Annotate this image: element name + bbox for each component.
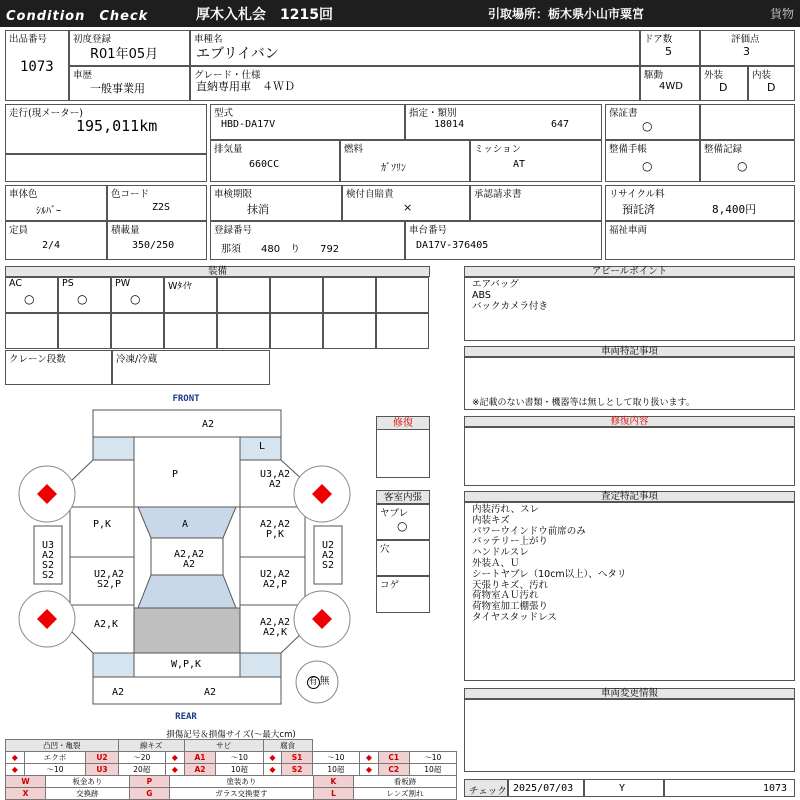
type-label: 型式 [214, 108, 234, 119]
mark-windshield: A [181, 519, 189, 530]
appeal-line: エアバッグ [472, 279, 519, 290]
first-reg-cell [69, 30, 190, 66]
legend-key-cell: P [129, 776, 169, 788]
inspection-label: 車検期限 [214, 189, 253, 200]
change-section [464, 688, 795, 772]
mileage-cell [5, 104, 207, 154]
assessment-line: タイヤスタッドレス [472, 612, 557, 623]
legend-key-cell: 塗装あり [169, 776, 313, 788]
spare-tire-label [304, 676, 332, 689]
record-label: 整備記録 [704, 144, 743, 155]
capacity: 2/4 [42, 240, 61, 251]
history-cell [69, 66, 190, 101]
designation: 18014 [434, 119, 465, 130]
freezer-label: 冷凍/冷蔵 [116, 354, 158, 365]
equipment-cell [270, 313, 323, 349]
equipment-cell [164, 277, 217, 313]
spare-none: 無 [319, 676, 330, 687]
equipment-cell [217, 277, 270, 313]
interior-cell [748, 66, 795, 101]
repair-content-section [464, 416, 795, 486]
first-reg-label: 初度登録 [73, 34, 112, 45]
mark-bottom-right: A2 [203, 687, 217, 698]
record: ○ [737, 159, 748, 173]
assessment-line: シートヤブレ（10cm以上）、ヘタリ [472, 568, 627, 580]
crane-label: クレーン段数 [9, 354, 66, 365]
legend-diamond: ◆ [360, 752, 379, 764]
appeal-line: ABS [472, 290, 491, 301]
type: HBD-DA17V [221, 119, 276, 130]
first-reg: R01年05月 [90, 47, 159, 62]
interior: D [767, 81, 776, 94]
lot-number: 1073 [20, 59, 54, 75]
legend-diamond: ◆ [263, 764, 282, 776]
legend-group: 凸凹・亀裂 [6, 740, 119, 752]
drive-cell [640, 66, 700, 101]
lot-label: 出品番号 [9, 34, 48, 45]
manual: ○ [642, 159, 653, 173]
assessment-line: 荷物室ＡＵ汚れ [472, 590, 539, 602]
capacity-cell [5, 221, 107, 260]
equipment-label: PS [62, 278, 74, 289]
mileage-label: 走行(現メーター) [9, 108, 83, 119]
chassis-label: 車台番号 [409, 225, 448, 236]
legend-cell: 20超 [118, 764, 165, 776]
legend-diamond: ◆ [263, 752, 282, 764]
legend-key-cell: G [129, 788, 169, 800]
equipment-mark: ○ [24, 292, 35, 306]
equipment-cell [217, 313, 270, 349]
equipment-title: 装備 [5, 266, 430, 277]
legend-key-table [5, 775, 457, 800]
cabin-box [376, 490, 430, 613]
appeal-section [464, 266, 795, 341]
legend-cell: エクボ [24, 752, 86, 764]
damage-legend [5, 728, 457, 798]
cabin-burn [376, 576, 430, 613]
recycle-status: 預託済 [622, 203, 655, 216]
designation-cell [405, 104, 602, 140]
front-label: FRONT [172, 394, 200, 404]
equipment-cell [58, 277, 111, 313]
check-date-cell [508, 779, 584, 797]
mark-right-side: U2 A2 S2 [321, 540, 335, 571]
change-title: 車両変更情報 [464, 688, 795, 699]
exterior: D [719, 81, 728, 94]
mileage-blank [5, 154, 207, 182]
special-note: ※記載のない書類・機器等は無しとして取り扱います。 [472, 398, 695, 408]
warranty-cell [605, 104, 700, 140]
repair-content-body [464, 427, 795, 486]
repair-title: 修復 [376, 416, 430, 430]
chassis: DA17V-376405 [416, 240, 489, 251]
fuel-label: 燃料 [344, 144, 364, 155]
assessment-title: 査定特記事項 [464, 491, 795, 502]
mark-roof: A2,A2 A2 [173, 549, 205, 570]
history-label: 車歴 [73, 70, 93, 81]
legend-cell: S2 [282, 764, 312, 776]
legend-cell: A2 [184, 764, 216, 776]
model-name: エブリイバン [196, 46, 279, 62]
mileage: 195,011km [76, 117, 158, 135]
legend-key-cell: L [313, 788, 353, 800]
displacement: 660CC [249, 159, 280, 170]
special-body [464, 357, 795, 410]
legend-diamond: ◆ [165, 752, 184, 764]
legend-key-cell: レンズ割れ [353, 788, 456, 800]
color-code-label: 色コード [111, 189, 150, 200]
assessment-line: ハンドルスレ [472, 547, 529, 559]
legend-cell: C1 [378, 752, 409, 764]
mark-hood: P [171, 469, 179, 480]
appeal-body [464, 277, 795, 341]
inspection-cell [210, 185, 342, 221]
grade: 直納専用車 ４ＷＤ [196, 80, 295, 93]
fuel: ｶﾞｿﾘﾝ [381, 163, 406, 174]
mark-right-rear: U2,A2 A2,P [259, 569, 291, 590]
capacity-label: 定員 [9, 225, 29, 236]
legend-key-cell: K [313, 776, 353, 788]
auto-tax-label: 検付自賠責 [346, 189, 394, 200]
assessment-section [464, 491, 795, 681]
color-label: 車体色 [9, 189, 38, 200]
special-title: 車両特記事項 [464, 346, 795, 357]
mark-top-right: L [258, 441, 266, 452]
crane-cell [5, 350, 112, 385]
legend-key-cell: X [6, 788, 46, 800]
auto-tax: × [403, 201, 413, 214]
mark-left-rear: U2,A2 S2,P [93, 569, 125, 590]
color-code-cell [107, 185, 207, 221]
model-cell [190, 30, 640, 66]
type-cell [210, 104, 405, 140]
reg-no: 那須 480 り 792 [221, 244, 340, 255]
drive-label: 駆動 [644, 70, 664, 81]
legend-cell: 〜10 [216, 752, 263, 764]
exterior-cell [700, 66, 748, 101]
drive: 4WD [659, 81, 683, 92]
legend-key-cell: 看板跡 [353, 776, 456, 788]
score-label: 評価点 [731, 34, 760, 45]
fuel-cell [340, 140, 470, 182]
repair-content-title: 修復内容 [464, 416, 795, 427]
cabin-title: 客室内張 [376, 490, 430, 504]
legend-key-cell: 板金あり [46, 776, 130, 788]
assessment-body [464, 502, 795, 681]
cabin-tear-label: ヤブレ [380, 508, 409, 519]
legend-group: 線キズ [118, 740, 184, 752]
check-date: 2025/07/03 [513, 783, 574, 794]
doors-cell [640, 30, 700, 66]
history: 一般事業用 [90, 82, 145, 95]
chassis-cell [405, 221, 602, 260]
auction-title: 厚木入札会 1215回 [196, 7, 333, 23]
cabin-hole [376, 540, 430, 576]
exterior-label: 外装 [704, 70, 724, 81]
score: 3 [743, 45, 750, 58]
color-cell [5, 185, 107, 221]
header-bar [0, 0, 800, 27]
legend-cell: 〜20 [118, 752, 165, 764]
spare-have: 有 [308, 677, 318, 687]
legend-diamond: ◆ [6, 764, 25, 776]
equipment-cell [323, 313, 376, 349]
legend-key-cell: W [6, 776, 46, 788]
vehicle-category: 貨物 [769, 7, 794, 21]
doors-label: ドア数 [644, 34, 673, 45]
assessment-line: バッテリー上がり [472, 536, 549, 548]
appeal-title: アピールポイント [464, 266, 795, 277]
equipment-cell [111, 313, 164, 349]
check-label: チェック [469, 786, 507, 797]
legend-cell: 10超 [216, 764, 263, 776]
check-mark: Y [619, 783, 626, 794]
reg-no-cell [210, 221, 405, 260]
equipment-cell [5, 277, 58, 313]
equipment-label: AC [9, 278, 22, 289]
repair-box [376, 416, 430, 478]
load: 350/250 [132, 240, 175, 251]
assessment-line: 内装キズ [472, 514, 510, 526]
special-section [464, 346, 795, 410]
legend-cell: C2 [378, 764, 409, 776]
approval-label: 承認請求書 [474, 189, 522, 200]
inspection: 抹消 [247, 203, 269, 216]
legend-table [5, 739, 457, 776]
welfare-label: 福祉車両 [609, 225, 648, 236]
pickup-location: 引取場所：栃木県小山市粟宮 [488, 7, 645, 21]
warranty-label: 保証書 [609, 108, 638, 119]
equipment-cell [164, 313, 217, 349]
equipment-cell [376, 313, 429, 349]
warranty-blank [700, 104, 795, 140]
legend-cell: 〜10 [24, 764, 86, 776]
cabin-burn-label: コゲ [380, 580, 400, 591]
vehicle-info [5, 30, 795, 260]
load-cell [107, 221, 207, 260]
assessment-line: 荷物室加工棚張り [472, 601, 549, 613]
classification: 647 [551, 119, 570, 130]
check-no-cell [664, 779, 795, 797]
mission: AT [513, 159, 526, 170]
legend-key-cell: ガラス交換要す [169, 788, 313, 800]
assessment-line: パワーウインドウ前席のみ [472, 525, 586, 537]
welfare-cell [605, 221, 795, 260]
legend-key-cell: 交換跡 [46, 788, 130, 800]
mark-right-back: A2,A2 A2,K [259, 617, 291, 638]
freezer-cell [112, 350, 270, 385]
color: ｼﾙﾊﾞｰ [36, 206, 61, 217]
mission-label: ミッション [474, 144, 522, 155]
recycle-label: リサイクル料 [609, 189, 665, 200]
record-cell [700, 140, 795, 182]
legend-cell: 〜10 [312, 752, 359, 764]
cabin-tear-mark: ○ [397, 519, 408, 533]
legend-title: 損傷記号＆損傷サイズ(〜最大cm) [166, 730, 296, 740]
legend-cell: U3 [86, 764, 118, 776]
designation-label: 指定・類別 [409, 108, 457, 119]
mark-right-front: U3,A2 A2 [259, 469, 291, 490]
equipment-cell [111, 277, 164, 313]
equipment-cell [58, 313, 111, 349]
appeal-line: バックカメラ付き [472, 301, 549, 312]
equipment-cell [376, 277, 429, 313]
assessment-line: 外装Ａ、Ｕ [472, 558, 520, 569]
legend-group: サビ [184, 740, 263, 752]
model-label: 車種名 [194, 34, 223, 45]
color-code: Z2S [152, 202, 171, 213]
grade-cell [190, 66, 640, 101]
mark-top: A2 [201, 419, 215, 430]
equipment-cell [5, 313, 58, 349]
equipment-mark: ○ [130, 292, 141, 306]
equipment-label: PW [115, 278, 131, 289]
check-label-cell [464, 779, 508, 797]
mission-cell [470, 140, 602, 182]
displacement-cell [210, 140, 340, 182]
equipment-cell [323, 277, 376, 313]
legend-cell: S1 [282, 752, 312, 764]
load-label: 積載量 [111, 225, 140, 236]
legend-diamond: ◆ [360, 764, 379, 776]
legend-cell: 〜10 [409, 752, 456, 764]
mark-right-door: A2,A2 P,K [259, 519, 291, 540]
assessment-line: 内装汚れ、スレ [472, 504, 540, 515]
equipment-section [5, 266, 430, 386]
equipment-cell [270, 277, 323, 313]
mark-rear-door: W,P,K [170, 659, 202, 670]
check-mark-cell [584, 779, 664, 797]
displacement-label: 排気量 [214, 144, 243, 155]
doors: 5 [665, 45, 672, 58]
change-body [464, 699, 795, 772]
cabin-hole-label: 穴 [380, 544, 390, 555]
mark-bottom-left: A2 [111, 687, 125, 698]
check-row [464, 779, 795, 797]
check-no: 1073 [763, 783, 788, 794]
cabin-tear [376, 504, 430, 540]
lot-cell [5, 30, 69, 101]
reg-no-label: 登録番号 [214, 225, 253, 236]
mark-left-side: U3 A2 S2 S2 [41, 540, 55, 581]
legend-cell: 10超 [312, 764, 359, 776]
score-cell [700, 30, 795, 66]
approval-cell [470, 185, 602, 221]
legend-group: 腐食 [263, 740, 312, 752]
warranty: ○ [642, 119, 653, 133]
car-diagram [0, 390, 460, 725]
legend-cell: 10超 [409, 764, 456, 776]
equipment-mark: ○ [77, 292, 88, 306]
interior-label: 内装 [752, 70, 772, 81]
mark-left-back: A2,K [93, 619, 119, 630]
assessment-line: 天張りキズ、汚れ [472, 579, 549, 591]
grade-label: グレード・仕様 [194, 70, 261, 81]
manual-cell [605, 140, 700, 182]
recycle-cell [605, 185, 795, 221]
equipment-label: Wﾀｲﾔ [168, 281, 192, 292]
mark-left-door: P,K [92, 519, 112, 530]
legend-cell: U2 [86, 752, 118, 764]
recycle-fee: 8,400円 [712, 203, 757, 216]
legend-diamond: ◆ [6, 752, 25, 764]
rear-label: REAR [175, 712, 197, 722]
legend-cell: A1 [184, 752, 216, 764]
legend-diamond: ◆ [165, 764, 184, 776]
condition-check-title: Condition Check [6, 9, 149, 24]
auto-tax-cell [342, 185, 470, 221]
manual-label: 整備手帳 [609, 144, 648, 155]
